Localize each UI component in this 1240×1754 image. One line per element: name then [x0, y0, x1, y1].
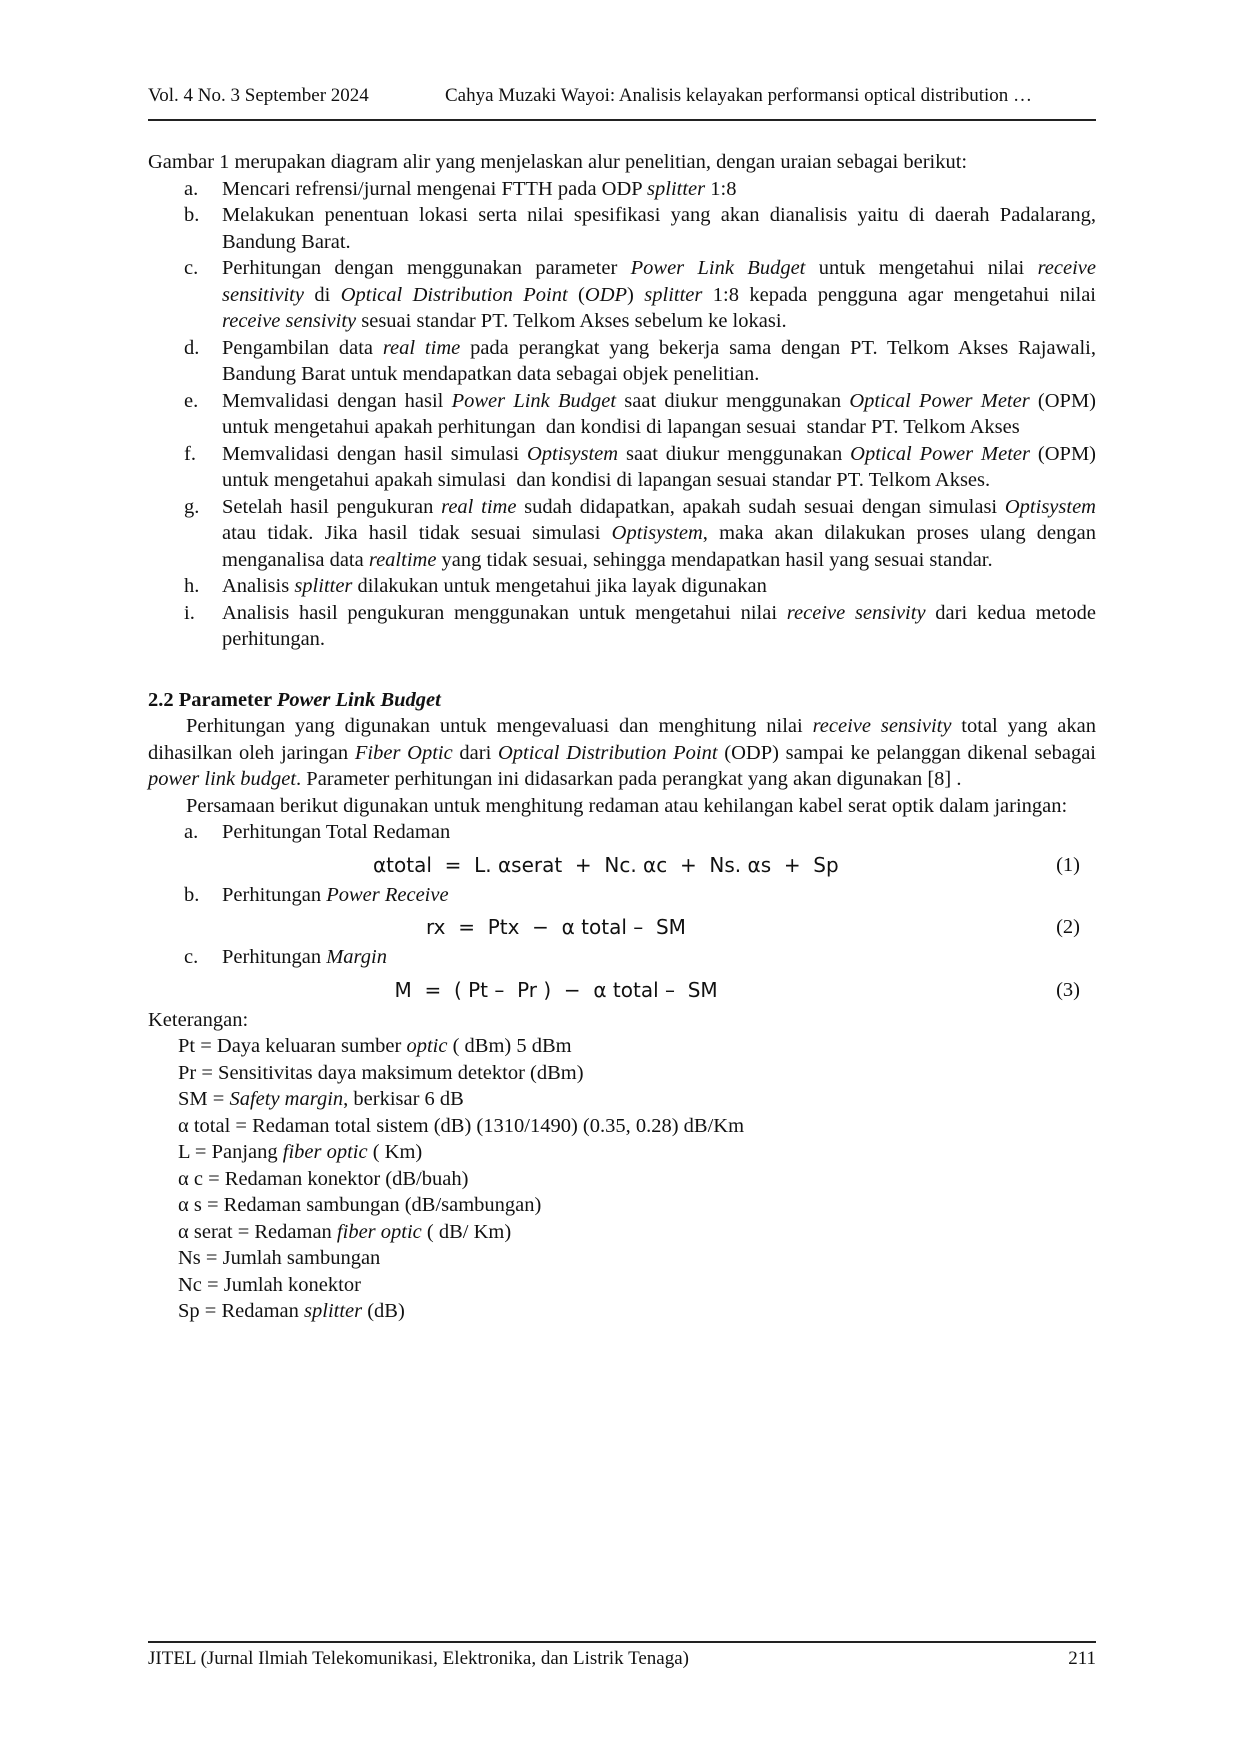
list-item — [148, 441, 1096, 494]
list-item-text: Analisis splitter dilakukan untuk mengetahui jika layak digunakan — [222, 575, 767, 597]
footer-journal: JITEL (Jurnal Ilmiah Telekomunikasi, Elektronika, dan Listrik Tenaga) — [148, 1648, 689, 1669]
equation-number: (3) — [1056, 978, 1080, 1001]
equation-label-text: Perhitungan Power Receive — [222, 883, 449, 906]
equation-formula: αtotal = L. αserat + Nc. αc + Ns. αs + Sp — [373, 852, 839, 877]
list-marker: c. — [184, 946, 199, 968]
equation-formula: rx = Ptx − α total – SM — [426, 915, 686, 939]
list-item-text: Perhitungan dengan menggunakan parameter Power Link Budget untuk mengetahui nilai receive sensitivity di Optical Distribution Point (ODP) splitter 1:8 kepada pengguna agar mengetahui nilai receive sensivity sesuai standar PT. Telkom Akses sebelum ke lokasi. — [222, 257, 1097, 332]
list-item — [148, 573, 1096, 600]
equation-formula: M = ( Pt – Pr ) − α total – SM — [394, 977, 718, 1002]
intro-paragraph: Gambar 1 merupakan diagram alir yang menjelaskan alur penelitian, dengan uraian sebagai berikut: — [148, 151, 968, 173]
keterangan-item: α c = Redaman konektor (dB/buah) — [178, 1167, 469, 1190]
list-item-text: Memvalidasi dengan hasil simulasi Optisystem saat diukur menggunakan Optical Power Meter (OPM) untuk mengetahui apakah simulasi dan kondisi di lapangan sesuai standar PT. Telkom Akses. — [222, 442, 1096, 491]
keterangan-item: L = Panjang fiber optic ( Km) — [178, 1141, 423, 1163]
keterangan-item: Nc = Jumlah konektor — [178, 1273, 361, 1296]
equation-label — [148, 819, 1096, 846]
list-item — [148, 494, 1096, 574]
section-heading: 2.2 Parameter Power Link Budget — [148, 688, 441, 711]
keterangan-item: Sp = Redaman splitter (dB) — [178, 1300, 405, 1322]
list-marker: b. — [184, 883, 200, 906]
keterangan-item: Pr = Sensitivitas daya maksimum detektor (dBm) — [178, 1061, 584, 1084]
list-marker: g. — [184, 495, 200, 518]
keterangan-item: α s = Redaman sambungan (dB/sambungan) — [178, 1194, 542, 1216]
keterangan-list — [148, 1033, 1096, 1325]
list-marker: h. — [184, 575, 200, 597]
keterangan-item: Ns = Jumlah sambungan — [178, 1247, 381, 1269]
list-item — [148, 335, 1096, 388]
equation-label — [148, 882, 1096, 909]
footer-rule — [148, 1641, 1096, 1643]
research-steps-list — [148, 176, 1096, 653]
running-footer — [148, 1648, 1096, 1670]
list-item-text: Mencari refrensi/jurnal mengenai FTTH pada ODP splitter 1:8 — [222, 177, 737, 200]
equation-number: (2) — [1056, 916, 1080, 938]
equation-label — [148, 944, 1096, 971]
equation-number: (1) — [1056, 853, 1080, 876]
list-item-text: Pengambilan data real time pada perangkat yang bekerja sama dengan PT. Telkom Akses Rajawali, Bandung Barat untuk mendapatkan data sebagai objek penelitian. — [222, 336, 1096, 385]
section-paragraph-1: Perhitungan yang digunakan untuk mengevaluasi dan menghitung nilai receive sensivity total yang akan dihasilkan oleh jaringan Fiber Optic dari Optical Distribution Point (ODP) sampai ke pelanggan dikenal sebagai power link budget. Parameter perhitungan ini didasarkan pada perangkat yang akan digunakan [8] . — [148, 715, 1097, 790]
header-rule — [148, 119, 1096, 121]
list-marker: i. — [184, 601, 195, 624]
list-marker: a. — [184, 177, 199, 200]
keterangan-item: Pt = Daya keluaran sumber optic ( dBm) 5 dBm — [178, 1035, 572, 1057]
keterangan-title: Keterangan: — [148, 1008, 249, 1031]
equation-row — [148, 846, 1096, 882]
keterangan-item: α serat = Redaman fiber optic ( dB/ Km) — [178, 1220, 512, 1243]
list-item-text: Memvalidasi dengan hasil Power Link Budget saat diukur menggunakan Optical Power Meter (OPM) untuk mengetahui apakah perhitungan dan kondisi di lapangan sesuai standar PT. Telkom Akses — [222, 389, 1097, 438]
list-item-text: Melakukan penentuan lokasi serta nilai spesifikasi yang akan dianalisis yaitu di daerah Padalarang, Bandung Barat. — [222, 204, 1096, 253]
keterangan-item: α total = Redaman total sistem (dB) (1310/1490) (0.35, 0.28) dB/Km — [178, 1114, 745, 1137]
list-item — [148, 202, 1096, 255]
list-marker: c. — [184, 257, 199, 279]
list-marker: e. — [184, 389, 199, 412]
section-paragraph-2: Persamaan berikut digunakan untuk menghitung redaman atau kehilangan kabel serat optik dalam jaringan: — [186, 794, 1068, 817]
equation-row — [148, 971, 1096, 1007]
list-item-text: Setelah hasil pengukuran real time sudah didapatkan, apakah sudah sesuai dengan simulasi Optisystem atau tidak. Jika hasil tidak sesuai simulasi Optisystem, maka akan dilakukan proses ulang dengan menganalisa data realtime yang tidak sesuai, sehingga mendapatkan hasil yang sesuai standar. — [222, 495, 1096, 571]
list-item — [148, 388, 1096, 441]
list-marker: b. — [184, 204, 200, 226]
equation-label-text: Perhitungan Margin — [222, 946, 387, 968]
keterangan-item: SM = Safety margin, berkisar 6 dB — [178, 1088, 464, 1110]
list-marker: d. — [184, 336, 200, 359]
list-item — [148, 255, 1096, 335]
header-volume: Vol. 4 No. 3 September 2024 — [148, 85, 369, 106]
list-item — [148, 600, 1096, 653]
page-body — [148, 149, 1096, 1325]
list-marker: f. — [184, 442, 196, 465]
list-item-text: Analisis hasil pengukuran menggunakan untuk mengetahui nilai receive sensivity dari kedua metode perhitungan. — [222, 601, 1096, 650]
equations-block — [148, 819, 1096, 1007]
header-title: Cahya Muzaki Wayoi: Analisis kelayakan performansi optical distribution … — [445, 85, 1032, 106]
equation-row — [148, 908, 1096, 944]
list-marker: a. — [184, 821, 199, 843]
list-item — [148, 176, 1096, 203]
page-number: 211 — [1068, 1648, 1096, 1669]
equation-label-text: Perhitungan Total Redaman — [222, 821, 451, 843]
